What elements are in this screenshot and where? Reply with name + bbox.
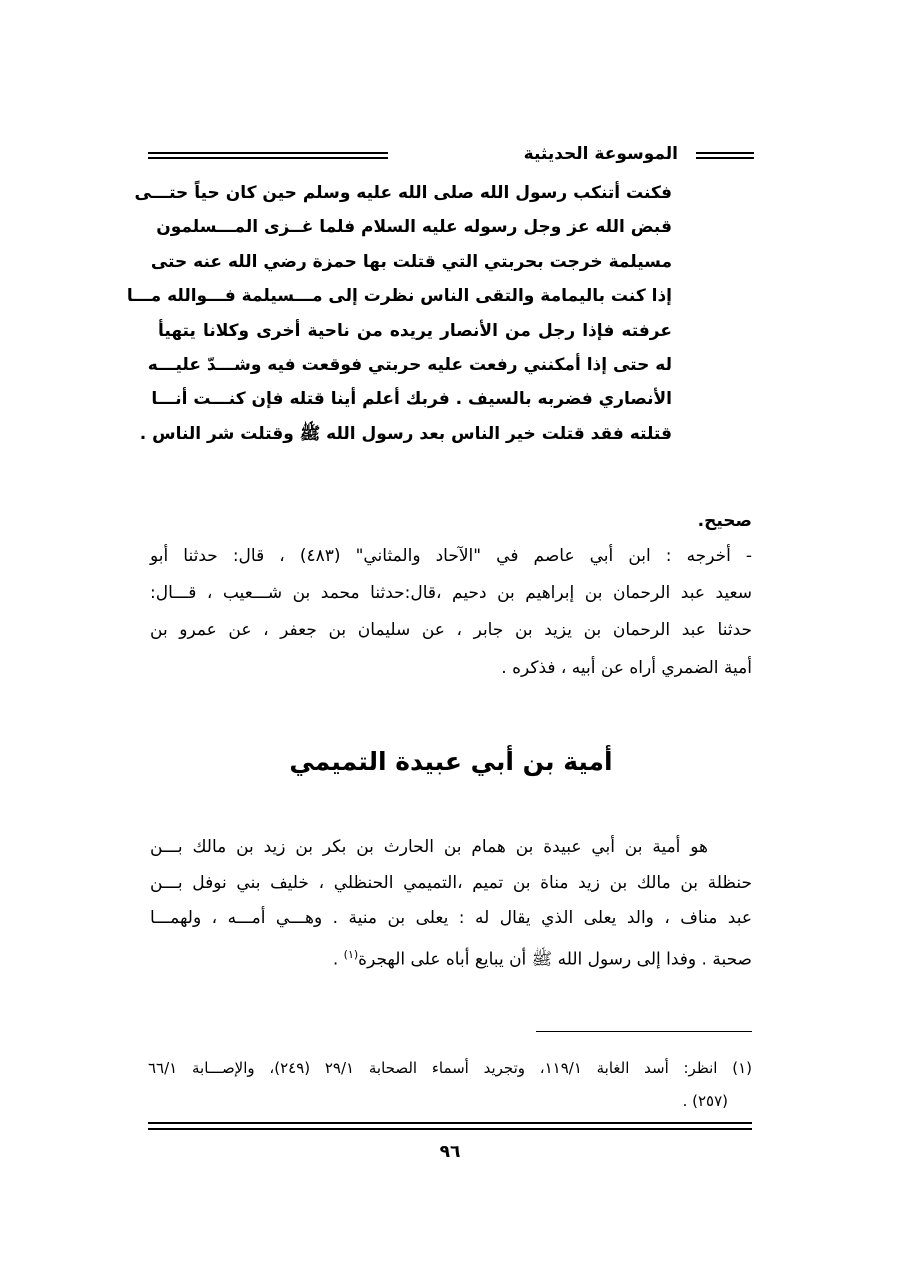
bio-line: حنظلة بن مالك بن زيد مناة بن تميم ،التميمي الحنظلي ، خليف بني نوفل بـــن [150, 872, 752, 893]
bio-line: عبد مناف ، والد يعلى الذي يقال له : يعلى بن منية . وهـــي أمـــه ، ولهمـــا [150, 908, 752, 929]
quote-line: إذا كنت باليمامة والتقى الناس نظرت إلى مـــسيلمة فـــوالله مـــا [126, 286, 672, 307]
footnote-line: (٢٥٧) . [682, 1092, 728, 1110]
section-heading: أمية بن أبي عبيدة التميمي [289, 747, 613, 776]
header-rule-left [148, 152, 388, 159]
takhrij-line: سعيد عبد الرحمان بن إبراهيم بن دحيم ،قال:حدثنا محمد بن شـــعيب ، قـــال: [150, 583, 752, 604]
takhrij-paragraph [150, 538, 752, 687]
footnote [148, 1052, 752, 1118]
page-number: ٩٦ [439, 1142, 461, 1162]
quote-paragraph [126, 176, 672, 451]
header-rule-right [696, 152, 754, 159]
quote-line: قبض الله عز وجل رسوله عليه السلام فلما غــزى المـــسلمون [156, 217, 672, 238]
page-header [148, 142, 754, 168]
biography-paragraph [150, 830, 752, 978]
bio-last-tail: . [332, 949, 344, 970]
takhrij-line: حدثنا عبد الرحمان بن يزيد بن جابر ، عن سليمان بن جعفر ، عن عمرو بن [150, 620, 752, 641]
takhrij-line: أمية الضمري أراه عن أبيه ، فذكره . [501, 657, 752, 678]
quote-line: قتلته فقد قتلت خير الناس بعد رسول الله ﷺ وقتلت شر الناس . [139, 423, 672, 444]
footer-rule [148, 1128, 752, 1130]
quote-line: الأنصاري فضربه بالسيف . فربك أعلم أينا قتله فإن كنـــت أنـــا [151, 389, 672, 410]
bio-line: هو أمية بن أبي عبيدة بن همام بن الحارث بن بكر بن زيد بن مالك بـــن [150, 837, 708, 857]
header-title: الموسوعة الحديثية [523, 144, 678, 164]
takhrij-line: - أخرجه : ابن أبي عاصم في "الآحاد والمثاني" (٤٨٣) ، قال: حدثنا أبو [150, 546, 752, 566]
quote-line: فكنت أتنكب رسول الله صلى الله عليه وسلم حين كان حياً حتـــى [134, 183, 672, 203]
footnote-line: (١) انظر: أسد الغابة ١١٩/١، وتجريد أسماء الصحابة ٢٩/١ (٢٤٩)، والإصـــابة ٦٦/١ [148, 1059, 752, 1077]
footnote-reference[interactable]: (١) [343, 948, 359, 962]
quote-line: مسيلمة خرجت بحربتي التي قتلت بها حمزة رضي الله عنه حتى [150, 251, 672, 272]
hadith-grading: صحيح. [697, 511, 752, 531]
quote-line: عرفته فإذا رجل من الأنصار يريده من ناحية أخرى وكلانا يتهيأ [158, 320, 672, 341]
quote-line: له حتى إذا أمكنني رفعت عليه حربتي فوقعت فيه وشـــدّ عليـــه [147, 355, 672, 376]
footer-rule [148, 1122, 752, 1124]
bio-last-text: صحبة . وفدا إلى رسول الله ﷺ أن يبايع أباه على الهجرة [358, 949, 752, 970]
bio-line-last [150, 937, 752, 978]
footnote-separator [536, 1031, 752, 1032]
